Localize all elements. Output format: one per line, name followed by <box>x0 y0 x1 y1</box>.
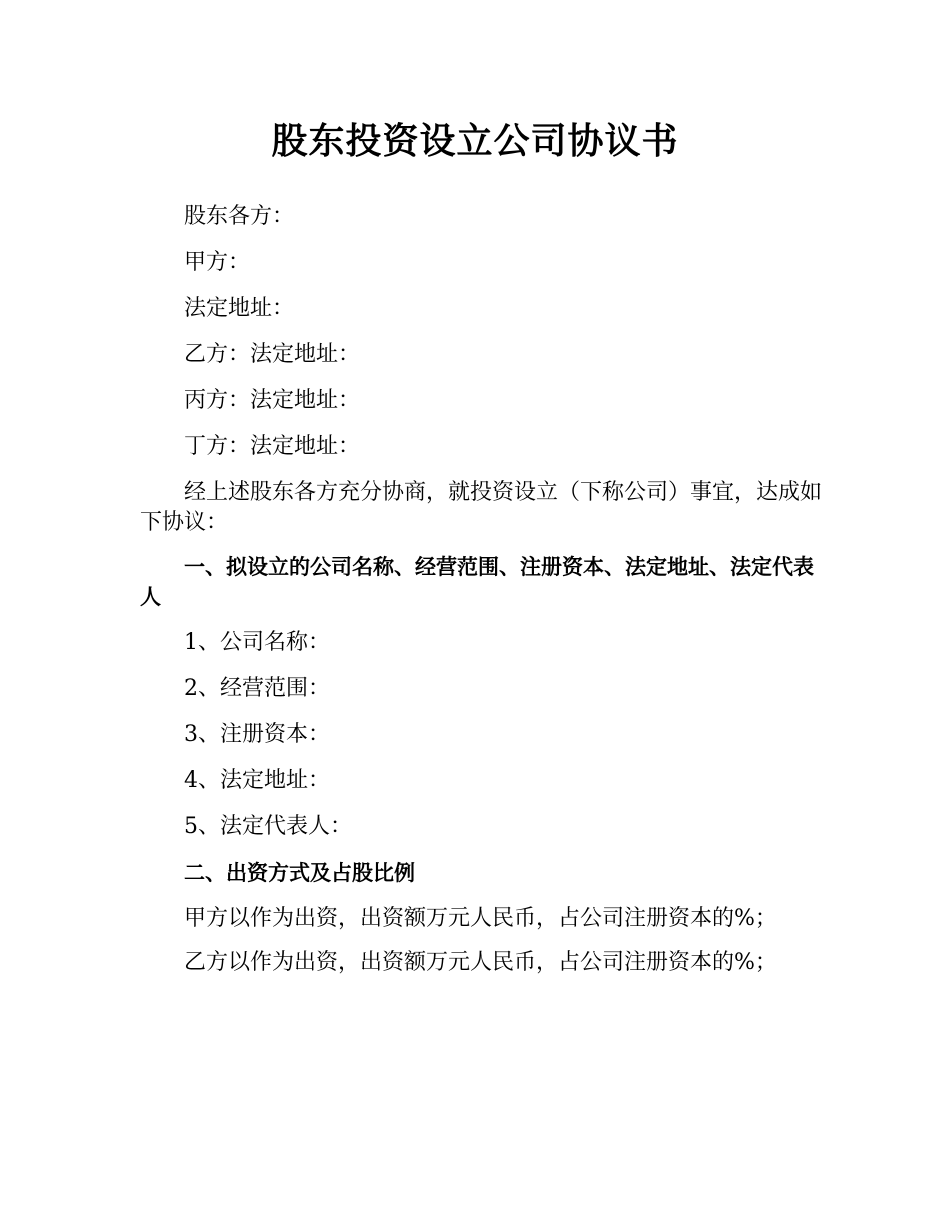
party-d-line: 丁方：法定地址： <box>184 434 361 459</box>
item-registered-capital: 3、注册资本： <box>184 722 330 747</box>
party-a-line: 甲方： <box>184 250 251 275</box>
preamble-paragraph: 经上述股东各方充分协商，就投资设立（下称公司）事宜，达成如下协议： <box>140 480 823 535</box>
document-body <box>140 202 830 992</box>
parties-heading: 股东各方： <box>184 204 295 229</box>
item-legal-address: 4、法定地址： <box>184 768 330 793</box>
item-business-scope: 2、经营范围： <box>184 676 330 701</box>
item-company-name: 1、公司名称： <box>184 630 330 655</box>
legal-address-line: 法定地址： <box>184 296 295 321</box>
party-b-line: 乙方：法定地址： <box>184 342 361 367</box>
item-legal-representative: 5、法定代表人： <box>184 814 352 839</box>
party-c-line: 丙方：法定地址： <box>184 388 361 413</box>
section-1-heading: 一、拟设立的公司名称、经营范围、注册资本、法定地址、法定代表人 <box>140 555 814 609</box>
contribution-party-a: 甲方以作为出资，出资额万元人民币，占公司注册资本的%； <box>184 906 777 931</box>
document-title: 股东投资设立公司协议书 <box>271 121 679 162</box>
section-2-heading: 二、出资方式及占股比例 <box>184 861 415 885</box>
contribution-party-b: 乙方以作为出资，出资额万元人民币，占公司注册资本的%； <box>184 950 777 975</box>
